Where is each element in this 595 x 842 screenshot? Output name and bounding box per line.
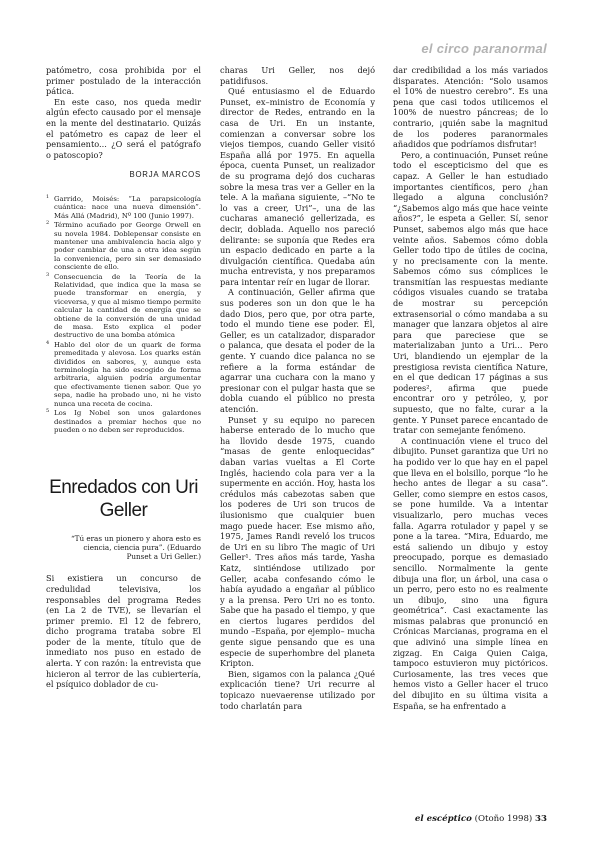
footnote-text: Consecuencia de la Teoría de la Relatividad, que indica que la masa se puede transformar en energía, y viceversa, y que al mismo tiempo permite calcular la cantidad de energía que se obtiene de la conversión de una unidad de masa. Esto explica el poder destructivo de una bomba atómica	[54, 272, 201, 340]
footnotes	[46, 195, 201, 434]
paragraph: Bien, sigamos con la palanca ¿Qué explicación tiene? Uri recurre al topicazo nuevaerense utilizado por todo charlatán para	[220, 668, 375, 711]
footnote	[46, 273, 201, 340]
paragraph: dar credibilidad a los más variados disparates. Atención: “Solo usamos el 10% de nuestro cerebro”. Es una pena que casi todos utilicemos el 100% de nuestro páncreas; de lo contrario, ¡quién sabe la magnitud de los poderes paranormales añadidos que podríamos disfrutar!	[393, 65, 548, 150]
footnote-number: 3	[46, 271, 50, 278]
footnote-text: Garrido, Moisés: “La parapsicología cuántica: nace una nueva dimensión”. Más Allá (Madrid), Nº 100 (Junio 1997).	[54, 194, 201, 220]
footnote	[46, 221, 201, 271]
issue-label: (Otoño 1998)	[474, 814, 533, 824]
footnote-number: 5	[46, 408, 50, 415]
page-number: 33	[535, 814, 547, 824]
footnote-number: 4	[46, 339, 50, 346]
footnote-number: 1	[46, 193, 50, 200]
author-signature: BORJA MARCOS	[129, 170, 201, 180]
footnote	[46, 409, 201, 434]
column-3	[393, 65, 548, 711]
paragraph: Qué entusiasmo el de Eduardo Punset, ex–ministro de Economía y director de Redes, entrando en la casa de Uri. En un instante, comienzan a conversar sobre los viejos tiempos, cuando Geller visitó España allá por 1975. En aquella época, cuenta Punset, un realizador de su programa dejó dos cucharas sobre la mesa tras ver a Geller en la tele. A la mañana siguiente, –“No te lo vas a creer, Uri”–, una de las cucharas amaneció gellerizada, es decir, doblada. Aquello nos pareció delirante: se suponía que Redes era un espacio dedicado en parte a la divulgación científica. Quedaba aún mucha entrevista, y nos preparamos para intentar reír en lugar de llorar.	[220, 86, 375, 287]
section-header: el circo paranormal	[421, 41, 547, 56]
paragraph: charas Uri Geller, nos dejó patidifusos.	[220, 65, 375, 86]
magazine-name: el escéptico	[414, 814, 472, 824]
footnote-number: 2	[46, 220, 50, 227]
page-footer	[415, 814, 547, 824]
paragraph: En este caso, nos queda medir algún efecto causado por el mensaje en la mente del destinatario. Quizás el patómetro es capaz de leer el pensamiento... ¿O será el patógrafo o patoscopio?	[46, 96, 201, 160]
footnote-text: Los Ig Nobel son unos galardones destinados a premiar hechos que no pueden o no deben ser reproducidos.	[54, 409, 201, 434]
paragraph: A continuación viene el truco del dibujito. Punset garantiza que Uri no ha podido ver lo que hay en el papel que lleva en el bolsillo, porque “lo he hecho antes de llegar a su casa”. Geller, como siempre en estos casos, se pone humilde. Va a intentar visualizarlo, pero muchas veces falla. Agarra rotulador y papel y se pone a la tarea. “Mira, Eduardo, me está saliendo un dibujo y estoy preocupado, porque es demasiado sencillo. Normalmente la gente dibuja una flor, un árbol, una casa o un perro, pero esto no es realmente un dibujo, sino una figura geométrica”. Casi exactamente las mismas palabras que pronunció en Crónicas Marcianas, programa en el que adivinó una simple línea en zigzag. En Caiga Quien Caiga, tampoco estuvieron muy pictóricos. Curiosamente, las tres veces que hemos visto a Geller hacer el truco del dibujito en su última visita a España, se ha enfrentado a	[393, 435, 548, 711]
paragraph: Punset y su equipo no parecen haberse enterado de lo mucho que ha llovido desde 1975, cuando “masas de gente enloquecidas” daban varias vueltas a El Corte Inglés, haciendo cola para ver a la supermente en acción. Hoy, hasta los crédulos más cabezotas saben que los poderes de Uri son trucos de ilusionismo que cualquier buen mago puede hacer. Ese mismo año, 1975, James Randi reveló los trucos de Uri en su libro The magic of Uri Geller¹. Tres años más tarde, Yasha Katz, sintiéndose utilizado por Geller, acaba confesando cómo le había ayudado a engañar al público y a la prensa. Pero Uri no es tonto. Sabe que ha pasado el tiempo, y que en ciertos lugares perdidos del mundo –España, por ejemplo– mucha gente sigue pensando que es una especie de superhombre del planeta Kripton.	[220, 414, 375, 669]
article-title: Enredados con Uri Geller	[49, 477, 198, 522]
column-2	[220, 65, 375, 711]
footnote	[46, 195, 201, 220]
paragraph: Si existiera un concurso de credulidad televisiva, los responsables del programa Redes (en La 2 de TVE), se llevarían el primer premio. El 12 de febrero, dicho programa trataba sobre El poder de la mente, título que de inmediato nos puso en estado de alerta. Y con razón: la entrevista que hicieron al terror de las cubiertería, el psíquico doblador de cu-	[46, 573, 201, 690]
paragraph: Pero, a continuación, Punset reúne todo el escepticismo del que es capaz. A Geller le han estudiado importantes científicos, pero ¿han llegado a alguna conclusión? “¿Sabemos algo más que hace veinte años?”, le espeta a Geller. Sí, senor Punset, sabemos algo más que hace veinte años. Sabemos cómo dobla Geller todo tipo de útiles de cocina, y no precisamente con la mente. Sabemos cómo sus cómplices le transmitían las respuestas mediante códigos visuales cuando se trataba de mostrar su percepción extrasensorial o cómo mandaba a su manager que lanzara objetos al aire para que pareciese que se materializaban junto a Uri... Pero Uri, blandiendo un ejemplar de la prestigiosa revista científica Nature, en el que dedican 17 páginas a sus poderes², afirma que puede encontrar oro y petróleo, y, por supuesto, que no falte, curar a la gente. Y Punset parece encantado de tratar con semejante fenómeno.	[393, 149, 548, 436]
paragraph: A continuación, Geller afirma que sus poderes son un don que le ha dado Dios, pero que, por otra parte, todo el mundo tiene ese poder. Él, Geller, es un catalizador, disparador o palanca, que desata el poder de la gente. Y cuando dice palanca no se refiere a la forma estándar de agarrar una cuchara con la mano y presionar con el pulgar hasta que se dobla cuando el público no presta atención.	[220, 287, 375, 414]
footnote	[46, 341, 201, 408]
footnote-text: Hablo del olor de un quark de forma premeditada y alevosa. Los quarks están divididos en sabores, y, aunque esta terminología ha sido escogido de forma arbitraria, alguien podría argumentar que efectivamente tienen sabor. Que yo sepa, nadie ha probado uno, ni he visto nunca una receta de cocina.	[54, 340, 201, 408]
footnote-text: Término acuñado por George Orwell en su novela 1984. Doblepensar consiste en mantener una ambivalencia hacia algo y poder cambiar de una a otra idea según la conveniencia, pero sin ser demasiado consciente de ello.	[54, 221, 201, 272]
column-1	[46, 65, 201, 690]
paragraph: patómetro, cosa prohibida por el primer postulado de la interacción pática.	[46, 65, 201, 97]
epigraph: “Tú eras un pionero y ahora esto es ciencia, ciencia pura”. (Eduardo Punset a Uri Geller.)	[70, 534, 201, 562]
